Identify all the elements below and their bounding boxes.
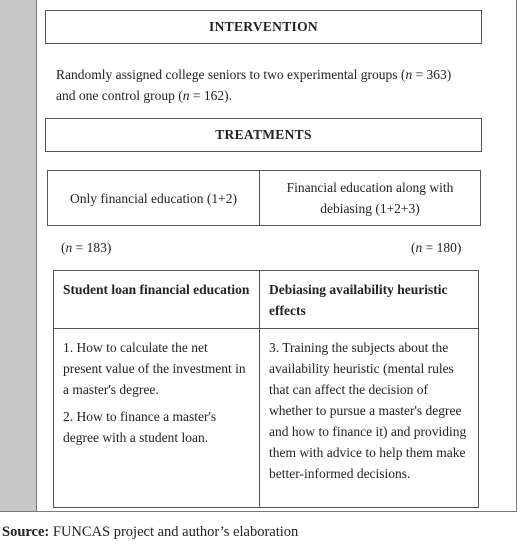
right-header-cell: [260, 271, 479, 329]
intervention-description: [56, 64, 496, 106]
table-row: [54, 329, 479, 508]
source-label: Source:: [2, 524, 50, 540]
right-body-cell: [260, 329, 479, 508]
treatment-right-n: [411, 240, 461, 256]
intervention-text-1: Randomly assigned college seniors to two experimental groups (: [56, 67, 406, 82]
list-item: 3. Training the subjects about the availability heuristic (mental rules that can affect the decision of whether to pursue a master's degree and how to finance it) and providing them with advice to help them make better-informed decisions.: [269, 340, 467, 481]
left-n-value: = 183): [72, 240, 112, 255]
treatment-left-label: Only financial education (1+2): [70, 190, 237, 206]
content-table: [53, 270, 479, 508]
paren: (: [61, 240, 66, 255]
n-symbol: n: [182, 88, 190, 103]
n-symbol: n: [405, 67, 413, 82]
left-body-cell: [54, 329, 260, 508]
control-n: = 162).: [189, 88, 232, 103]
right-header: Debiasing availability heuristic effects: [269, 282, 448, 318]
source-text: FUNCAS project and author’s elaboration: [49, 524, 299, 540]
treatment-right-cell: [259, 170, 481, 226]
right-n-value: = 180): [422, 240, 462, 255]
n-symbol: n: [65, 240, 73, 255]
list-item: 2. How to finance a master's degree with a student loan.: [63, 409, 217, 445]
intervention-title: INTERVENTION: [209, 19, 318, 34]
left-header-cell: [54, 271, 260, 329]
treatments-title: TREATMENTS: [215, 127, 312, 142]
intervention-text-2: and one control group (: [56, 88, 183, 103]
experimental-n: = 363): [412, 67, 452, 82]
treatment-left-cell: [47, 170, 260, 226]
treatment-left-n: [61, 240, 111, 256]
table-header-row: [54, 271, 479, 329]
n-symbol: n: [415, 240, 423, 255]
frame-right-edge: [516, 0, 517, 512]
frame-divider: [36, 0, 37, 512]
list-item: 1. How to calculate the net present value of the investment in a master's degree.: [63, 340, 246, 397]
paren: (: [411, 240, 416, 255]
treatments-title-box: [45, 118, 482, 152]
intervention-title-box: [45, 10, 482, 44]
treatment-right-label: Financial education along with debiasing (1+2+3): [286, 180, 454, 216]
source-note: [2, 524, 298, 541]
side-bar: [0, 0, 36, 512]
left-header: Student loan financial education: [63, 282, 250, 297]
frame-bottom-edge: [0, 511, 517, 512]
